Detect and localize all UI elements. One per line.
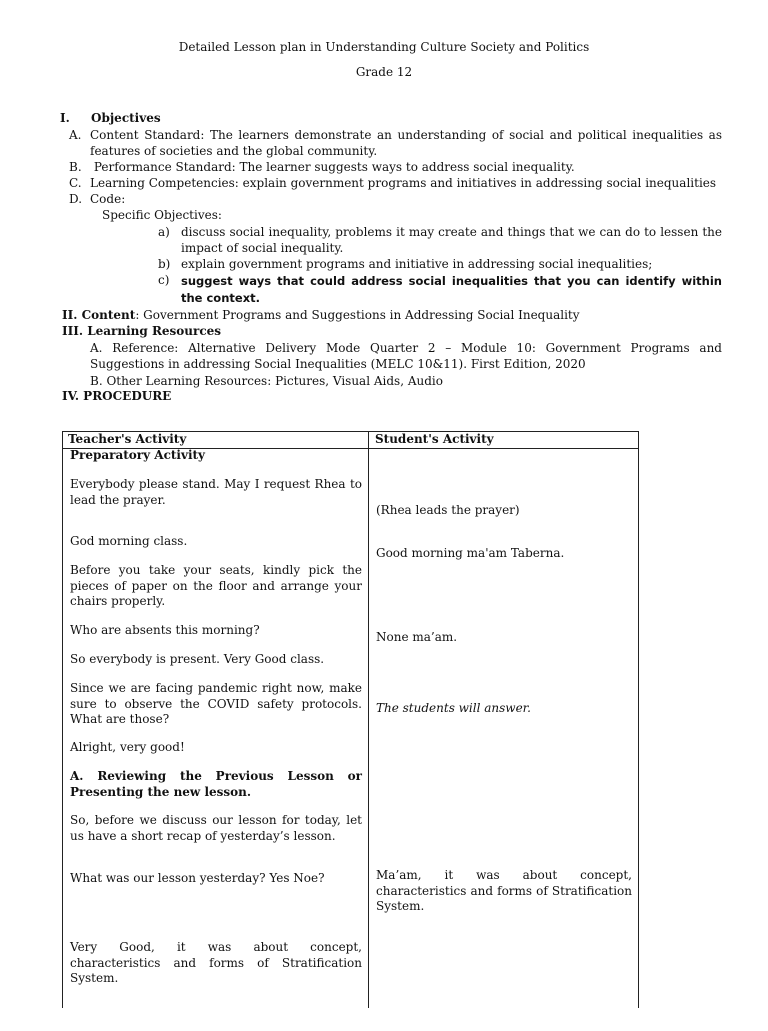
header-student-activity: Student's Activity bbox=[375, 432, 494, 446]
resource-other: B. Other Learning Resources: Pictures, Visual Aids, Audio bbox=[90, 374, 443, 388]
student-line-none: None ma’am. bbox=[376, 630, 458, 644]
objective-learning-competencies: Learning Competencies: explain government programs and initiatives in addressing social inequalities bbox=[90, 176, 717, 190]
document-title: Detailed Lesson plan in Understanding Culture Society and Politics bbox=[178, 40, 590, 54]
header-divider bbox=[368, 431, 369, 448]
objective-content-standard: Content Standard: The learners demonstrate an understanding of social and political inequalities as features of societies and the global community. bbox=[90, 128, 722, 158]
content-label: II. Content bbox=[62, 308, 136, 322]
teacher-line-reviewing: A. Reviewing the Previous Lesson or Presenting the new lesson. bbox=[70, 769, 362, 799]
resource-reference: A. Reference: Alternative Delivery Mode Quarter 2 – Module 10: Government Programs and Suggestions in addressing Social Inequalities (MELC 10&11). First Edition, 2020 bbox=[90, 341, 722, 371]
teacher-line-absents: Who are absents this morning? bbox=[70, 623, 260, 637]
specific-letter-c: c) bbox=[158, 273, 170, 287]
student-line-greeting: Good morning ma'am Taberna. bbox=[376, 546, 565, 560]
student-line-answer: The students will answer. bbox=[376, 701, 531, 715]
specific-objective-c: suggest ways that could address social inequalities that you can identify within the context. bbox=[181, 274, 722, 305]
teacher-line-question: What was our lesson yesterday? Yes Noe? bbox=[70, 871, 325, 885]
specific-letter-b: b) bbox=[158, 257, 171, 271]
content-text: : Government Programs and Suggestions in Addressing Social Inequality bbox=[135, 308, 580, 322]
specific-letter-a: a) bbox=[158, 225, 170, 239]
objective-performance-standard: Performance Standard: The learner suggests ways to address social inequality. bbox=[90, 160, 575, 174]
teacher-line-alright: Alright, very good! bbox=[70, 740, 185, 754]
objective-letter-b: B. bbox=[69, 160, 82, 174]
objective-letter-a: A. bbox=[69, 128, 82, 142]
objectives-numeral: I. bbox=[60, 111, 70, 125]
teacher-line-greeting: God morning class. bbox=[70, 534, 188, 548]
teacher-line-present: So everybody is present. Very Good class. bbox=[70, 652, 325, 666]
specific-objective-b: explain government programs and initiative in addressing social inequalities; bbox=[181, 257, 653, 271]
table-left-border bbox=[62, 448, 63, 1008]
header-teacher-activity: Teacher's Activity bbox=[68, 432, 187, 446]
teacher-line-seats: Before you take your seats, kindly pick the pieces of paper on the floor and arrange your chairs properly. bbox=[70, 563, 362, 609]
teacher-line-very-good: Very Good, it was about concept, characteristics and forms of Stratification System. bbox=[70, 940, 362, 986]
activity-table bbox=[62, 431, 639, 1031]
teacher-line-covid: Since we are facing pandemic right now, make sure to observe the COVID safety protocols. What are those? bbox=[70, 681, 362, 727]
procedure-heading: IV. PROCEDURE bbox=[62, 389, 172, 403]
student-line-stratification: Ma’am, it was about concept, characteristics and forms of Stratification System. bbox=[376, 868, 632, 914]
specific-objective-a: discuss social inequality, problems it may create and things that we can do to lessen the impact of social inequality. bbox=[181, 225, 722, 255]
teacher-line-prayer: Everybody please stand. May I request Rhea to lead the prayer. bbox=[70, 477, 362, 507]
student-line-prayer: (Rhea leads the prayer) bbox=[376, 503, 520, 517]
teacher-preparatory-activity: Preparatory Activity bbox=[70, 448, 206, 462]
objective-letter-d: D. bbox=[69, 192, 83, 206]
student-cell-top-border bbox=[368, 448, 639, 449]
table-right-border bbox=[638, 448, 639, 1008]
content-section bbox=[62, 308, 580, 324]
objective-code: Code: bbox=[90, 192, 126, 206]
learning-resources-heading: III. Learning Resources bbox=[62, 324, 222, 338]
teacher-line-recap: So, before we discuss our lesson for today, let us have a short recap of yesterday’s lesson. bbox=[70, 813, 362, 843]
objective-letter-c: C. bbox=[69, 176, 82, 190]
table-teacher-right-border bbox=[368, 448, 369, 1008]
objectives-heading: Objectives bbox=[91, 111, 161, 125]
grade-label: Grade 12 bbox=[355, 65, 413, 79]
specific-objectives-label: Specific Objectives: bbox=[102, 208, 222, 222]
